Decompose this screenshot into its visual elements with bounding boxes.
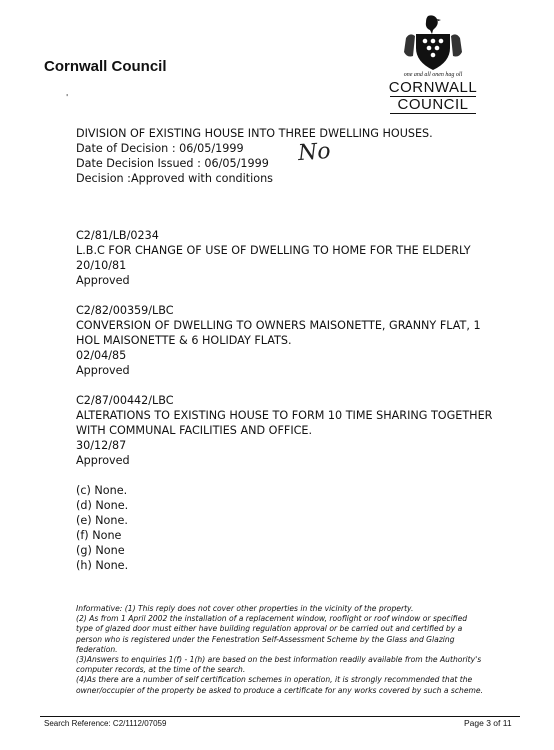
logo-underline xyxy=(390,113,476,114)
entry-reference: C2/82/00359/LBC xyxy=(76,304,174,317)
logo-motto: one and all onen hag oll xyxy=(403,72,463,78)
entry-date: 30/12/87 xyxy=(76,439,127,452)
page-number: Page 3 of 11 xyxy=(464,718,512,728)
logo-word-top: CORNWALL xyxy=(388,79,478,96)
answer-h: (h) None. xyxy=(76,559,129,572)
entry-reference: C2/87/00442/LBC xyxy=(76,394,174,407)
entry-reference: C2/81/LB/0234 xyxy=(76,229,159,242)
entry-status: Approved xyxy=(76,454,130,467)
first-entry xyxy=(76,126,506,186)
decision-outcome: Decision :Approved with conditions xyxy=(76,172,274,185)
decision-issued-date: Date Decision Issued : 06/05/1999 xyxy=(76,157,269,170)
planning-history xyxy=(76,126,506,573)
decision-date: Date of Decision : 06/05/1999 xyxy=(76,142,244,155)
handwritten-annotation: No xyxy=(297,138,332,167)
informative-note-3: (3)Answers to enquiries 1(f) - 1(h) are based on the best information readily available from the Authority's computer records, at the time of the search. xyxy=(76,655,482,675)
informative-note-1: Informative: (1) This reply does not cover other properties in the vicinity of the property. xyxy=(76,604,414,613)
informative-note-4: (4)As there are a number of self certification schemes in operation, it is strongly recommended that the owner/occupier of the property be asked to produce a certificate for any works covered by such a scheme. xyxy=(76,675,483,695)
answer-e: (e) None. xyxy=(76,514,128,527)
planning-entry xyxy=(76,228,506,288)
informative-note-2: (2) As from 1 April 2002 the installation of a replacement window, rooflight or roof window or specified type of glazed door must either have building regulation approval or be carried out and certified by a person who is registered under the Fenestration Self-Assessment Scheme by the Glass and Glazing federation. xyxy=(76,614,468,654)
entry-status: Approved xyxy=(76,364,130,377)
footer-divider xyxy=(40,716,520,717)
entry-description: CONVERSION OF DWELLING TO OWNERS MAISONETTE, GRANNY FLAT, 1 HOL MAISONETTE & 6 HOLIDAY FLATS. xyxy=(76,319,481,347)
answer-g: (g) None xyxy=(76,544,125,557)
planning-entry xyxy=(76,393,506,468)
council-logo xyxy=(384,14,482,112)
crest-icon xyxy=(384,14,482,74)
entry-description: DIVISION OF EXISTING HOUSE INTO THREE DWELLING HOUSES. xyxy=(76,127,433,140)
answer-c: (c) None. xyxy=(76,484,128,497)
entry-description: L.B.C FOR CHANGE OF USE OF DWELLING TO HOME FOR THE ELDERLY xyxy=(76,244,471,257)
entry-description: ALTERATIONS TO EXISTING HOUSE TO FORM 10 TIME SHARING TOGETHER WITH COMMUNAL FACILITIES AND OFFICE. xyxy=(76,409,493,437)
informative-notes xyxy=(76,604,486,696)
logo-word-bottom: COUNCIL xyxy=(397,96,469,113)
entry-status: Approved xyxy=(76,274,130,287)
search-reference: Search Reference: C2/1112/07059 xyxy=(44,719,167,728)
entry-date: 20/10/81 xyxy=(76,259,127,272)
stray-mark: ' xyxy=(66,93,69,102)
council-name-heading: Cornwall Council xyxy=(44,58,167,75)
entry-date: 02/04/85 xyxy=(76,349,127,362)
answer-f: (f) None xyxy=(76,529,122,542)
planning-entry xyxy=(76,303,506,378)
answer-d: (d) None. xyxy=(76,499,129,512)
